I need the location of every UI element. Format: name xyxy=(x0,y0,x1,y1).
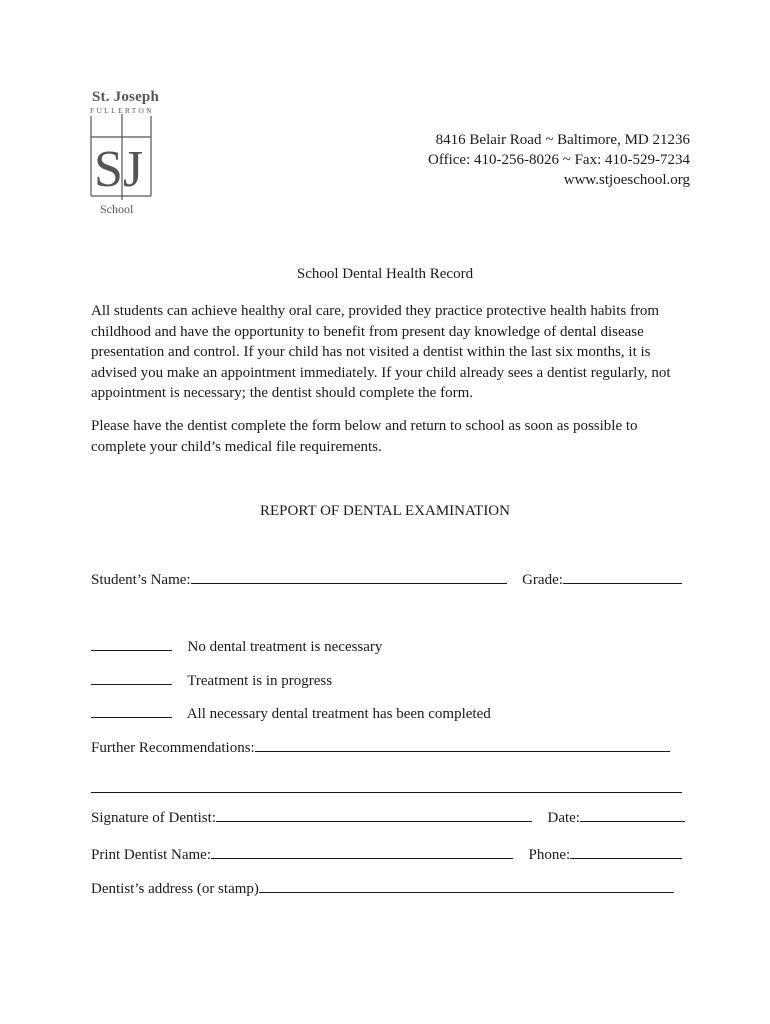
student-name-row xyxy=(91,570,682,589)
student-name-label: Student’s Name: xyxy=(91,572,191,588)
option-in-progress-mark-field[interactable] xyxy=(91,671,172,685)
school-logo xyxy=(86,89,160,219)
document-title: School Dental Health Record xyxy=(296,266,474,282)
dentist-address-field[interactable] xyxy=(259,879,674,893)
logo-subname: FULLERTON xyxy=(90,106,154,115)
instructions-paragraph: Please have the dentist complete the form below and return to school as soon as possible to complete your child’s medical file requirements. xyxy=(91,418,638,455)
option-no-treatment-label: No dental treatment is necessary xyxy=(187,639,383,655)
student-name-field[interactable] xyxy=(191,570,507,584)
address-line-phone: Office: 410-256-8026 ~ Fax: 410-529-7234 xyxy=(428,152,690,168)
address-line-street: 8416 Belair Road ~ Baltimore, MD 21236 xyxy=(435,132,690,148)
dentist-address-label: Dentist’s address (or stamp) xyxy=(91,881,259,897)
option-completed xyxy=(91,704,491,723)
print-name-field[interactable] xyxy=(211,845,513,859)
logo-word: School xyxy=(100,202,134,216)
logo-monogram-icon xyxy=(86,114,156,204)
section-divider xyxy=(91,792,682,793)
recommendations-row xyxy=(91,738,670,757)
option-no-treatment-mark-field[interactable] xyxy=(91,637,172,651)
date-field[interactable] xyxy=(580,808,685,822)
print-name-row xyxy=(91,845,682,864)
school-address xyxy=(428,130,690,190)
dentist-address-row xyxy=(91,879,674,898)
option-completed-mark-field[interactable] xyxy=(91,704,172,718)
recommendations-label: Further Recommendations: xyxy=(91,740,255,756)
intro-paragraph: All students can achieve healthy oral care, provided they practice protective health habits from childhood and have the opportunity to benefit from present day knowledge of dental disease presentation and control. If your child has not visited a dentist within the last six months, it is advised you make an appointment immediately. If your child already sees a dentist regularly, not appointment is necessary; the dentist should complete the form. xyxy=(91,303,671,401)
phone-label: Phone: xyxy=(528,847,571,863)
recommendations-field[interactable] xyxy=(255,738,670,752)
grade-field[interactable] xyxy=(563,570,682,584)
date-label: Date: xyxy=(547,810,580,826)
phone-field[interactable] xyxy=(570,845,682,859)
logo-monogram-text: SJ xyxy=(94,141,144,198)
logo-name: St. Joseph xyxy=(92,89,160,105)
signature-field[interactable] xyxy=(216,808,532,822)
print-name-label: Print Dentist Name: xyxy=(91,847,211,863)
address-line-website: www.stjoeschool.org xyxy=(563,172,690,188)
grade-label: Grade: xyxy=(522,572,563,588)
signature-label: Signature of Dentist: xyxy=(91,810,216,826)
option-no-treatment xyxy=(91,637,382,656)
option-in-progress xyxy=(91,671,332,690)
option-completed-label: All necessary dental treatment has been completed xyxy=(186,706,491,722)
option-in-progress-label: Treatment is in progress xyxy=(187,673,333,689)
report-title: REPORT OF DENTAL EXAMINATION xyxy=(260,503,510,519)
signature-row xyxy=(91,808,685,827)
